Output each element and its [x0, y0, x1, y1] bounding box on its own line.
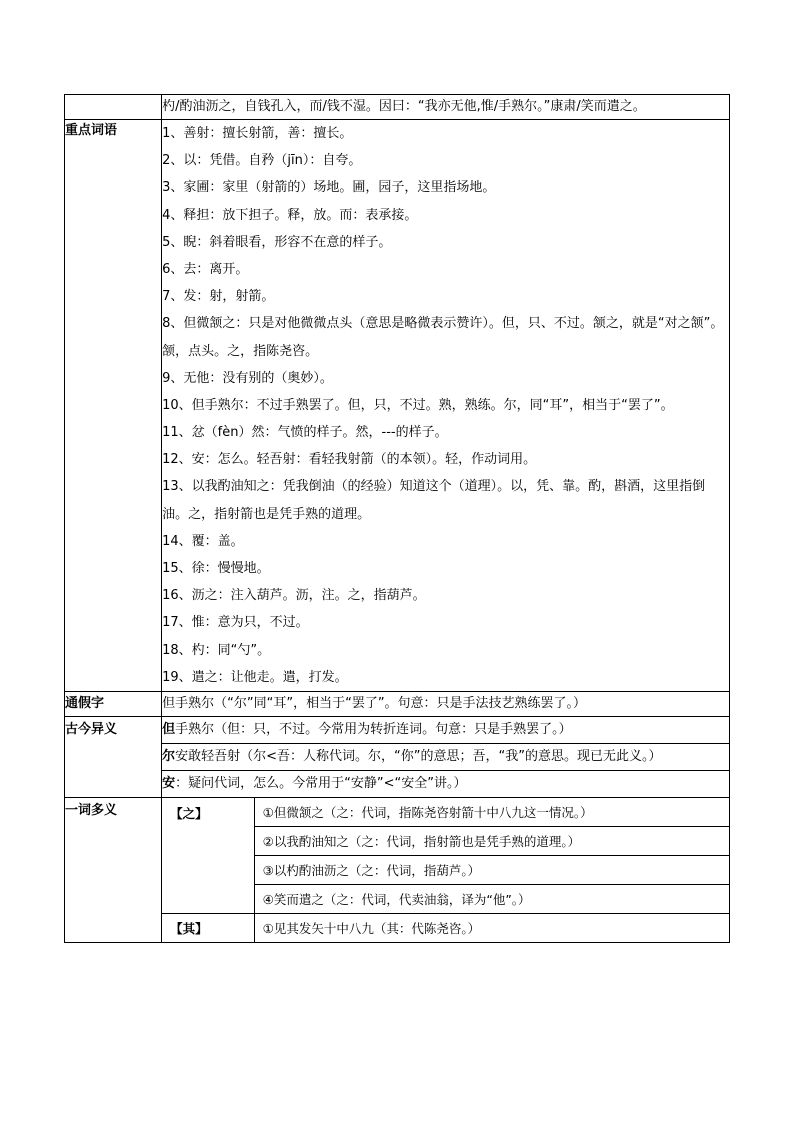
vocab-row: [65, 120, 730, 692]
gujin-item: [162, 744, 729, 770]
gujin-text: 手熟尔（但：只，不过。今常用为转折连词。句意：只是手熟罢了。）: [175, 722, 572, 738]
gujin-row-1: [65, 717, 730, 744]
gujin-row-2: [65, 744, 730, 771]
yiduo-sense: ③以杓酌油沥之（之：代词，指葫芦。）: [254, 856, 729, 885]
empty-label-cell: [65, 95, 162, 120]
vocab-item: 6、去：离开。: [162, 261, 249, 277]
vocab-item: 16、沥之：注入葫芦。沥，注。之，指葫芦。: [162, 588, 426, 604]
vocab-item: 2、以：凭借。自矜（jīn）：自夸。: [162, 153, 362, 169]
yiduo-table: [162, 798, 729, 942]
yiduo-word: 【之】: [162, 798, 254, 914]
gujin-item: [162, 771, 729, 797]
vocab-item: 8、但微颔之：只是对他微微点头（意思是略微表示赞许）。但，只、不过。颔之，就是“对之颔”。颔，点头。之，指陈尧咨。: [162, 316, 724, 359]
yiduo-sense: ④笑而遣之（之：代词，代卖油翁，译为“他”。）: [254, 885, 729, 914]
gujin-row-3: [65, 771, 730, 798]
text-row: [65, 95, 730, 120]
gujin-text: 安敢轻吾射（尔<吾：人称代词。尔，“你”的意思；吾，“我”的意思。现已无此义。）: [175, 749, 662, 765]
yiduo-sense: ①但微颔之（之：代词，指陈尧咨射箭十中八九这一情况。）: [254, 798, 729, 827]
notes-table: [64, 94, 730, 943]
vocab-item: 11、忿（fèn）然：气愤的样子。然，---的样子。: [162, 425, 448, 441]
vocab-item: 12、安：怎么。轻吾射：看轻我射箭（的本领）。轻，作动词用。: [162, 452, 537, 468]
vocab-item: 13、以我酌油知之：凭我倒油（的经验）知道这个（道理）。以，凭、靠。酌，斟酒，这里指倒油。之，指射箭也是凭手熟的道理。: [162, 479, 706, 522]
vocab-item: 10、但手熟尔：不过手熟罢了。但，只，不过。熟，熟练。尔，同“耳”，相当于“罢了”。: [162, 397, 674, 413]
vocab-item: 17、惟：意为只，不过。: [162, 615, 309, 631]
gujin-item: [162, 717, 729, 743]
gujin-text: ：疑问代词，怎么。今常用于“安静”<“安全”讲。）: [175, 776, 467, 792]
vocab-label: 重点词语: [65, 120, 162, 692]
yiduo-label: 一词多义: [65, 798, 162, 943]
vocab-item: 1、善射：擅长射箭，善：擅长。: [162, 126, 353, 141]
vocab-item: 7、发：射，射箭。: [162, 289, 275, 305]
vocab-item: 18、杓：同“勺”。: [162, 642, 271, 658]
vocab-item: 3、家圃：家里（射箭的）场地。圃，园子，这里指场地。: [162, 180, 496, 196]
gujin-head: 安: [162, 776, 176, 792]
tongjia-row: [65, 692, 730, 717]
yiduo-row: [65, 798, 730, 943]
document-page: [64, 94, 730, 943]
gujin-head: 但: [162, 722, 176, 738]
vocab-item: 9、无他：没有别的（奥妙）。: [162, 370, 333, 386]
yiduo-sense: ①见其发矢十中八九（其：代陈尧咨。）: [262, 921, 481, 937]
yiduo-sense: ②以我酌油知之（之：代词，指射箭也是凭手熟的道理。）: [254, 827, 729, 856]
vocab-item: 15、徐：慢慢地。: [162, 561, 270, 577]
vocab-list: [162, 120, 730, 692]
top-text: 杓/酌油沥之，自钱孔入，而/钱不湿。因曰：“我亦无他,惟/手熟尔。”康肃/笑而遣之。: [162, 99, 646, 114]
gujin-label: 古今异义: [65, 717, 162, 798]
yiduo-word: 【其】: [162, 914, 254, 943]
tongjia-text: 但手熟尔（“尔”同“耳”，相当于“罢了”。句意：只是手法技艺熟练罢了。）: [162, 696, 587, 712]
yiduo-line: [162, 798, 729, 827]
vocab-item: 14、覆：盖。: [162, 533, 244, 549]
vocab-item: 5、睨：斜着眼看，形容不在意的样子。: [162, 234, 392, 250]
tongjia-label: 通假字: [65, 692, 162, 717]
yiduo-line: [162, 914, 729, 943]
vocab-item: 4、释担：放下担子。释，放。而：表承接。: [162, 207, 418, 223]
gujin-head: 尔: [162, 749, 176, 765]
vocab-item: 19、遣之：让他走。遣，打发。: [162, 669, 348, 685]
